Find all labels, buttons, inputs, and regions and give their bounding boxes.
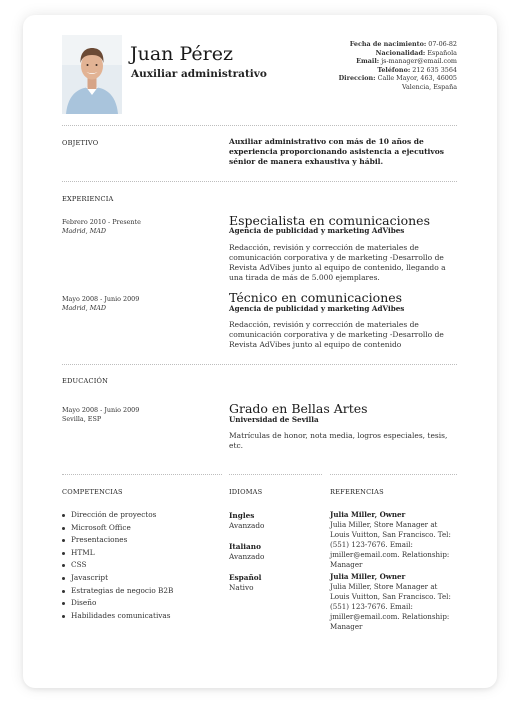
candidate-role: Auxiliar administrativo xyxy=(131,68,267,80)
language-name: Italiano xyxy=(229,542,261,551)
candidate-name: Juan Pérez xyxy=(130,43,233,65)
language-name: Español xyxy=(229,573,262,582)
skill-item: Habilidades comunicativas xyxy=(62,610,222,623)
skill-item: HTML xyxy=(62,547,222,560)
contact-line: Valencia, España xyxy=(401,82,457,91)
degree-title: Grado en Bellas Artes xyxy=(229,401,368,416)
education-description: Matrículas de honor, nota media, logros especiales, tesis, etc. xyxy=(229,431,448,450)
skills-list xyxy=(62,509,222,622)
skills-heading: COMPETENCIAS xyxy=(62,488,123,496)
language-level: Avanzado xyxy=(229,551,265,561)
experience-location: Madrid, MAD xyxy=(62,303,106,312)
profile-photo xyxy=(62,35,122,114)
divider xyxy=(62,474,222,475)
references-list xyxy=(330,510,456,634)
reference-details: Julia Miller, Store Manager at Louis Vuitton, San Francisco. Tel: (551) 123-7676. Email: jmiller@email.com. Relationship: Manager xyxy=(330,520,451,569)
school-name: Universidad de Sevilla xyxy=(229,415,319,424)
divider xyxy=(330,474,457,475)
experience-dates: Febrero 2010 - Presente Madrid, MAD xyxy=(62,218,141,235)
contact-line: Nacionalidad: Española xyxy=(375,48,457,57)
education-location: Sevilla, ESP xyxy=(62,414,102,423)
skill-item: Presentaciones xyxy=(62,534,222,547)
language-level: Avanzado xyxy=(229,520,265,530)
divider xyxy=(62,125,457,126)
experience-dates: Mayo 2008 - Junio 2009 Madrid, MAD xyxy=(62,295,140,312)
objective-heading: OBJETIVO xyxy=(62,139,99,147)
reference-item xyxy=(330,510,456,570)
job-description: Redacción, revisión y corrección de materiales de comunicación corporativa y de marketing -Desarrollo de Revista AdVibes junto al equipo de contenido xyxy=(229,320,444,349)
reference-name: Julia Miller, Owner xyxy=(330,510,406,519)
person-portrait-icon xyxy=(62,35,122,114)
skill-item: CSS xyxy=(62,559,222,572)
company-name: Agencia de publicidad y marketing AdVibes xyxy=(229,226,405,235)
objective-text: Auxiliar administrativo con más de 10 años de experiencia proporcionando asistencia a ejecutivos sénior de manera exhaustiva y hábil. xyxy=(229,137,444,166)
languages-list xyxy=(229,511,324,604)
divider xyxy=(229,474,322,475)
experience-heading: EXPERIENCIA xyxy=(62,195,114,203)
skill-item: Diseño xyxy=(62,597,222,610)
reference-name: Julia Miller, Owner xyxy=(330,572,406,581)
contact-info xyxy=(287,40,457,92)
language-level: Nativo xyxy=(229,582,254,592)
references-heading: REFERENCIAS xyxy=(330,488,384,496)
language-name: Ingles xyxy=(229,511,255,520)
education-dates: Mayo 2008 - Junio 2009 Sevilla, ESP xyxy=(62,406,212,423)
reference-item xyxy=(330,572,456,632)
skill-item: Javascript xyxy=(62,572,222,585)
divider xyxy=(62,181,457,182)
education-heading: EDUCACIÓN xyxy=(62,377,109,385)
contact-line: Direccion: Calle Mayor, 463, 46005 xyxy=(338,74,457,83)
job-description: Redacción, revisión y corrección de materiales de comunicación corporativa y de marketing -Desarrollo de Revista AdVibes junto al equipo de contenido, llegando a una tirada de más de 5.000 ejemplares. xyxy=(229,243,446,282)
divider xyxy=(62,364,457,365)
experience-location: Madrid, MAD xyxy=(62,226,106,235)
job-title: Especialista en comunicaciones xyxy=(229,213,430,228)
skill-item: Estrategias de negocio B2B xyxy=(62,585,222,598)
reference-details: Julia Miller, Store Manager at Louis Vuitton, San Francisco. Tel: (551) 123-7676. Email: jmiller@email.com. Relationship: Manager xyxy=(330,582,451,631)
job-title: Técnico en comunicaciones xyxy=(229,290,403,305)
resume-page xyxy=(23,15,497,688)
languages-heading: IDIOMAS xyxy=(229,488,263,496)
skill-item: Microsoft Office xyxy=(62,522,222,535)
skill-item: Dirección de proyectos xyxy=(62,509,222,522)
contact-line: Teléfono: 212 635 3564 xyxy=(377,65,457,74)
contact-line: Fecha de nacimiento: 07-06-82 xyxy=(349,40,457,48)
company-name: Agencia de publicidad y marketing AdVibes xyxy=(229,304,405,313)
contact-line: Email: js-manager@email.com xyxy=(356,57,457,66)
